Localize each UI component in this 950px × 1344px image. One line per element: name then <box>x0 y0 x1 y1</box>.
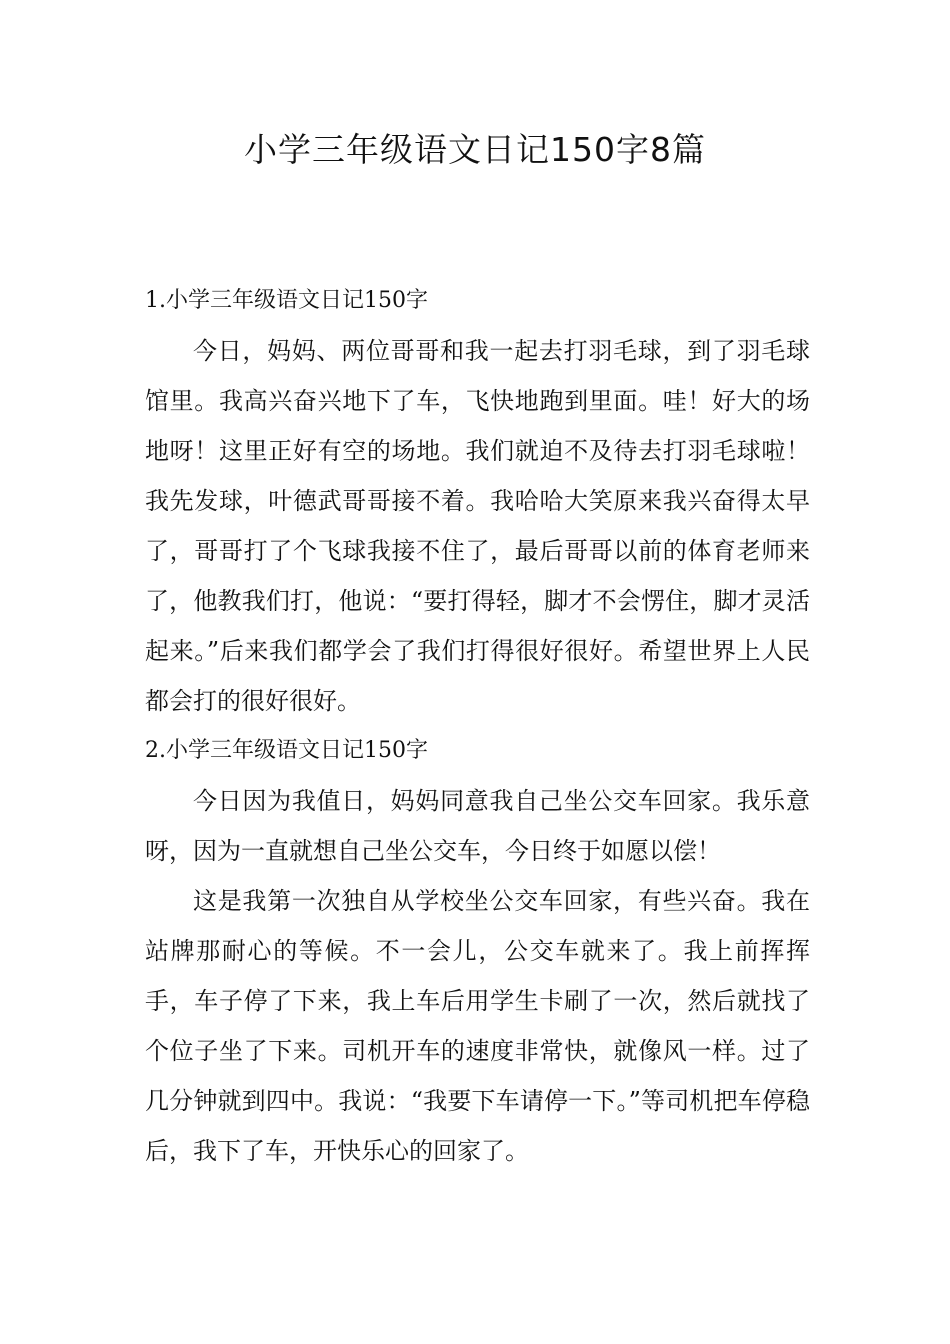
document-body <box>145 276 810 1176</box>
section-heading-2: 2.小学三年级语文日记150字 <box>145 738 428 763</box>
section-2-paragraph-2: 这是我第一次独自从学校坐公交车回家，有些兴奋。我在站牌那耐心的等候。不一会儿，公交车就来了。我上前挥挥手，车子停了下来，我上车后用学生卡刷了一次，然后就找了个位子坐了下来。司机开车的速度非常快，就像风一样。过了几分钟就到四中。我说：“我要下车请停一下。”等司机把车停稳后，我下了车，开快乐心的回家了。 <box>145 887 810 1165</box>
section-heading-1: 1.小学三年级语文日记150字 <box>145 288 428 313</box>
section-1-paragraph-1: 今日，妈妈、两位哥哥和我一起去打羽毛球，到了羽毛球馆里。我高兴奋兴地下了车，飞快地跑到里面。哇！好大的场地呀！这里正好有空的场地。我们就迫不及待去打羽毛球啦！我先发球，叶德武哥哥接不着。我哈哈大笑原来我兴奋得太早了，哥哥打了个飞球我接不住了，最后哥哥以前的体育老师来了，他教我们打，他说：“要打得轻，脚才不会愣住，脚才灵活起来。”后来我们都学会了我们打得很好很好。希望世界上人民都会打的很好很好。 <box>145 337 810 715</box>
section-2-paragraph-1: 今日因为我值日，妈妈同意我自己坐公交车回家。我乐意呀，因为一直就想自己坐公交车，今日终于如愿以偿！ <box>145 787 810 865</box>
page-title: 小学三年级语文日记150字8篇 <box>244 130 706 169</box>
